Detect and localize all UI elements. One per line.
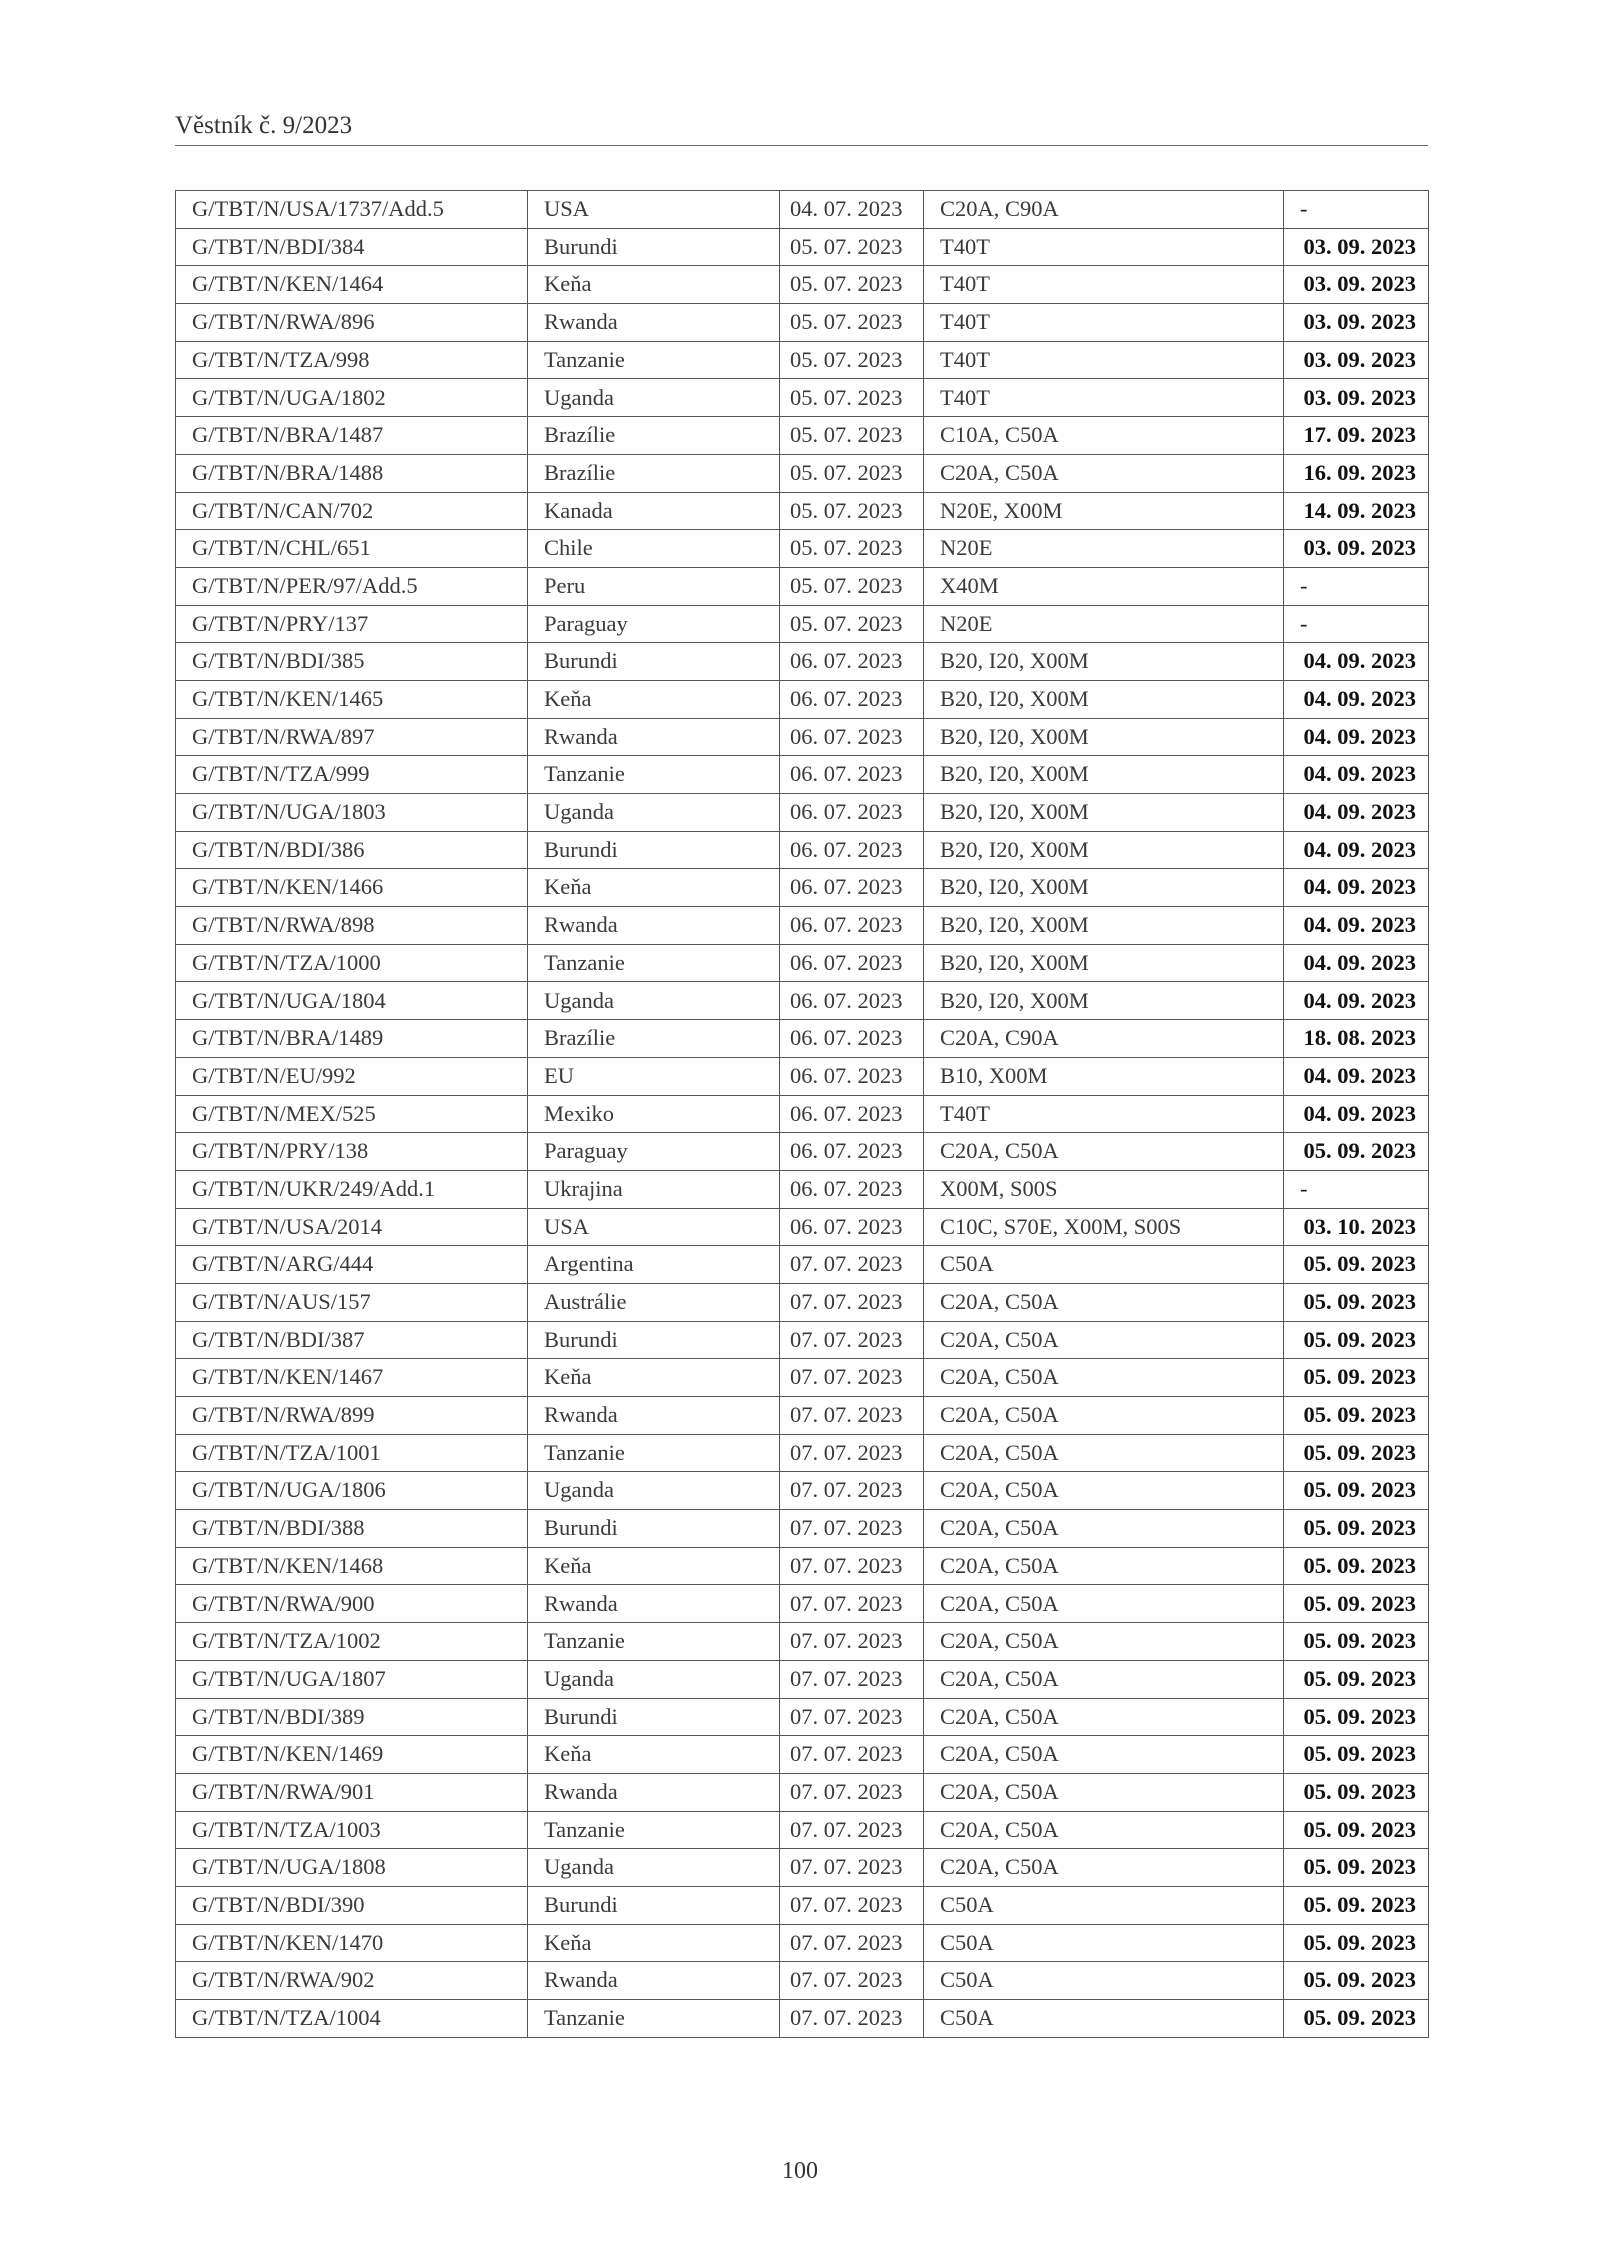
- notification-code-cell: G/TBT/N/UGA/1807: [176, 1660, 528, 1698]
- country-cell: Uganda: [528, 982, 780, 1020]
- table-row: [176, 1283, 1429, 1321]
- ics-code-cell: C20A, C50A: [924, 1698, 1284, 1736]
- deadline-cell: 05. 09. 2023: [1284, 1246, 1429, 1284]
- ics-code-cell: C20A, C50A: [924, 1434, 1284, 1472]
- deadline-cell: 05. 09. 2023: [1284, 1660, 1429, 1698]
- notification-code-cell: G/TBT/N/BDI/387: [176, 1321, 528, 1359]
- table-row: [176, 567, 1429, 605]
- notification-code-cell: G/TBT/N/ARG/444: [176, 1246, 528, 1284]
- table-row: [176, 794, 1429, 832]
- ics-code-cell: C50A: [924, 1886, 1284, 1924]
- date-cell: 06. 07. 2023: [780, 944, 924, 982]
- ics-code-cell: C20A, C50A: [924, 1773, 1284, 1811]
- deadline-cell: 17. 09. 2023: [1284, 417, 1429, 455]
- deadline-cell: 04. 09. 2023: [1284, 794, 1429, 832]
- deadline-cell: 03. 10. 2023: [1284, 1208, 1429, 1246]
- country-cell: Mexiko: [528, 1095, 780, 1133]
- deadline-cell: 05. 09. 2023: [1284, 1585, 1429, 1623]
- table-row: [176, 1057, 1429, 1095]
- ics-code-cell: N20E: [924, 605, 1284, 643]
- country-cell: EU: [528, 1057, 780, 1095]
- date-cell: 05. 07. 2023: [780, 530, 924, 568]
- page-number: 100: [782, 2158, 818, 2184]
- country-cell: Uganda: [528, 1849, 780, 1887]
- deadline-cell: 04. 09. 2023: [1284, 907, 1429, 945]
- ics-code-cell: N20E, X00M: [924, 492, 1284, 530]
- notification-code-cell: G/TBT/N/EU/992: [176, 1057, 528, 1095]
- table-row: [176, 1585, 1429, 1623]
- deadline-cell: 05. 09. 2023: [1284, 1397, 1429, 1435]
- date-cell: 06. 07. 2023: [780, 907, 924, 945]
- notification-code-cell: G/TBT/N/BDI/384: [176, 228, 528, 266]
- notification-code-cell: G/TBT/N/TZA/1003: [176, 1811, 528, 1849]
- date-cell: 05. 07. 2023: [780, 417, 924, 455]
- country-cell: Rwanda: [528, 304, 780, 342]
- notification-code-cell: G/TBT/N/RWA/896: [176, 304, 528, 342]
- table-row: [176, 1321, 1429, 1359]
- notification-code-cell: G/TBT/N/PRY/137: [176, 605, 528, 643]
- country-cell: Brazílie: [528, 454, 780, 492]
- country-cell: Uganda: [528, 1660, 780, 1698]
- deadline-cell: -: [1284, 191, 1429, 229]
- notifications-table-body: [176, 191, 1429, 2038]
- deadline-cell: 04. 09. 2023: [1284, 831, 1429, 869]
- notification-code-cell: G/TBT/N/BDI/388: [176, 1510, 528, 1548]
- date-cell: 06. 07. 2023: [780, 756, 924, 794]
- country-cell: Peru: [528, 567, 780, 605]
- notification-code-cell: G/TBT/N/PRY/138: [176, 1133, 528, 1171]
- country-cell: Tanzanie: [528, 1811, 780, 1849]
- table-row: [176, 982, 1429, 1020]
- deadline-cell: 04. 09. 2023: [1284, 718, 1429, 756]
- ics-code-cell: N20E: [924, 530, 1284, 568]
- ics-code-cell: C20A, C50A: [924, 454, 1284, 492]
- table-row: [176, 1359, 1429, 1397]
- notification-code-cell: G/TBT/N/KEN/1464: [176, 266, 528, 304]
- notification-code-cell: G/TBT/N/BRA/1489: [176, 1020, 528, 1058]
- date-cell: 07. 07. 2023: [780, 1434, 924, 1472]
- ics-code-cell: C10A, C50A: [924, 417, 1284, 455]
- ics-code-cell: B20, I20, X00M: [924, 831, 1284, 869]
- ics-code-cell: B20, I20, X00M: [924, 718, 1284, 756]
- country-cell: Keňa: [528, 680, 780, 718]
- table-row: [176, 304, 1429, 342]
- country-cell: Tanzanie: [528, 341, 780, 379]
- notification-code-cell: G/TBT/N/RWA/902: [176, 1962, 528, 2000]
- country-cell: Brazílie: [528, 417, 780, 455]
- table-row: [176, 379, 1429, 417]
- notification-code-cell: G/TBT/N/BDI/386: [176, 831, 528, 869]
- table-row: [176, 643, 1429, 681]
- table-row: [176, 266, 1429, 304]
- deadline-cell: -: [1284, 1170, 1429, 1208]
- table-row: [176, 680, 1429, 718]
- date-cell: 07. 07. 2023: [780, 1283, 924, 1321]
- header-divider: [175, 145, 1428, 146]
- notification-code-cell: G/TBT/N/TZA/1001: [176, 1434, 528, 1472]
- table-row: [176, 1397, 1429, 1435]
- ics-code-cell: C20A, C50A: [924, 1283, 1284, 1321]
- country-cell: Uganda: [528, 794, 780, 832]
- ics-code-cell: B20, I20, X00M: [924, 756, 1284, 794]
- date-cell: 07. 07. 2023: [780, 1397, 924, 1435]
- country-cell: Rwanda: [528, 1585, 780, 1623]
- country-cell: Tanzanie: [528, 756, 780, 794]
- date-cell: 05. 07. 2023: [780, 492, 924, 530]
- notification-code-cell: G/TBT/N/CAN/702: [176, 492, 528, 530]
- country-cell: Paraguay: [528, 1133, 780, 1171]
- deadline-cell: 04. 09. 2023: [1284, 944, 1429, 982]
- deadline-cell: 03. 09. 2023: [1284, 341, 1429, 379]
- deadline-cell: 03. 09. 2023: [1284, 228, 1429, 266]
- date-cell: 05. 07. 2023: [780, 605, 924, 643]
- table-row: [176, 1472, 1429, 1510]
- date-cell: 06. 07. 2023: [780, 718, 924, 756]
- table-row: [176, 1095, 1429, 1133]
- table-row: [176, 1736, 1429, 1774]
- ics-code-cell: C20A, C50A: [924, 1359, 1284, 1397]
- ics-code-cell: T40T: [924, 341, 1284, 379]
- date-cell: 07. 07. 2023: [780, 1623, 924, 1661]
- notification-code-cell: G/TBT/N/USA/2014: [176, 1208, 528, 1246]
- ics-code-cell: C10C, S70E, X00M, S00S: [924, 1208, 1284, 1246]
- ics-code-cell: C20A, C90A: [924, 191, 1284, 229]
- notification-code-cell: G/TBT/N/AUS/157: [176, 1283, 528, 1321]
- notification-code-cell: G/TBT/N/UGA/1803: [176, 794, 528, 832]
- date-cell: 07. 07. 2023: [780, 1773, 924, 1811]
- deadline-cell: 03. 09. 2023: [1284, 304, 1429, 342]
- country-cell: Ukrajina: [528, 1170, 780, 1208]
- notification-code-cell: G/TBT/N/TZA/999: [176, 756, 528, 794]
- date-cell: 06. 07. 2023: [780, 680, 924, 718]
- deadline-cell: 04. 09. 2023: [1284, 982, 1429, 1020]
- country-cell: Keňa: [528, 1924, 780, 1962]
- deadline-cell: 05. 09. 2023: [1284, 1773, 1429, 1811]
- date-cell: 06. 07. 2023: [780, 643, 924, 681]
- date-cell: 04. 07. 2023: [780, 191, 924, 229]
- deadline-cell: 04. 09. 2023: [1284, 869, 1429, 907]
- deadline-cell: 18. 08. 2023: [1284, 1020, 1429, 1058]
- notification-code-cell: G/TBT/N/TZA/1002: [176, 1623, 528, 1661]
- date-cell: 07. 07. 2023: [780, 1811, 924, 1849]
- deadline-cell: 05. 09. 2023: [1284, 1283, 1429, 1321]
- table-row: [176, 831, 1429, 869]
- date-cell: 06. 07. 2023: [780, 831, 924, 869]
- country-cell: Burundi: [528, 643, 780, 681]
- notification-code-cell: G/TBT/N/RWA/901: [176, 1773, 528, 1811]
- deadline-cell: 05. 09. 2023: [1284, 1472, 1429, 1510]
- date-cell: 06. 07. 2023: [780, 982, 924, 1020]
- ics-code-cell: C20A, C50A: [924, 1849, 1284, 1887]
- ics-code-cell: T40T: [924, 379, 1284, 417]
- date-cell: 06. 07. 2023: [780, 1170, 924, 1208]
- deadline-cell: 16. 09. 2023: [1284, 454, 1429, 492]
- date-cell: 05. 07. 2023: [780, 304, 924, 342]
- ics-code-cell: C50A: [924, 1962, 1284, 2000]
- country-cell: Tanzanie: [528, 944, 780, 982]
- country-cell: Keňa: [528, 1359, 780, 1397]
- country-cell: Uganda: [528, 379, 780, 417]
- date-cell: 07. 07. 2023: [780, 2000, 924, 2038]
- country-cell: Rwanda: [528, 1773, 780, 1811]
- country-cell: Rwanda: [528, 907, 780, 945]
- deadline-cell: 05. 09. 2023: [1284, 2000, 1429, 2038]
- deadline-cell: 05. 09. 2023: [1284, 1886, 1429, 1924]
- deadline-cell: 05. 09. 2023: [1284, 1849, 1429, 1887]
- country-cell: Chile: [528, 530, 780, 568]
- country-cell: USA: [528, 1208, 780, 1246]
- deadline-cell: 05. 09. 2023: [1284, 1434, 1429, 1472]
- ics-code-cell: C20A, C50A: [924, 1397, 1284, 1435]
- deadline-cell: 03. 09. 2023: [1284, 379, 1429, 417]
- table-row: [176, 228, 1429, 266]
- deadline-cell: 05. 09. 2023: [1284, 1623, 1429, 1661]
- table-row: [176, 454, 1429, 492]
- notification-code-cell: G/TBT/N/RWA/897: [176, 718, 528, 756]
- ics-code-cell: C50A: [924, 1246, 1284, 1284]
- country-cell: Burundi: [528, 1510, 780, 1548]
- notification-code-cell: G/TBT/N/UGA/1804: [176, 982, 528, 1020]
- notification-code-cell: G/TBT/N/UGA/1806: [176, 1472, 528, 1510]
- deadline-cell: 04. 09. 2023: [1284, 680, 1429, 718]
- table-row: [176, 1208, 1429, 1246]
- table-row: [176, 1133, 1429, 1171]
- country-cell: Paraguay: [528, 605, 780, 643]
- ics-code-cell: T40T: [924, 266, 1284, 304]
- ics-code-cell: B20, I20, X00M: [924, 907, 1284, 945]
- ics-code-cell: T40T: [924, 304, 1284, 342]
- notification-code-cell: G/TBT/N/KEN/1465: [176, 680, 528, 718]
- ics-code-cell: X40M: [924, 567, 1284, 605]
- notification-code-cell: G/TBT/N/RWA/899: [176, 1397, 528, 1435]
- table-row: [176, 1698, 1429, 1736]
- date-cell: 05. 07. 2023: [780, 266, 924, 304]
- table-row: [176, 1434, 1429, 1472]
- date-cell: 05. 07. 2023: [780, 454, 924, 492]
- ics-code-cell: C20A, C50A: [924, 1321, 1284, 1359]
- country-cell: Uganda: [528, 1472, 780, 1510]
- table-row: [176, 417, 1429, 455]
- date-cell: 07. 07. 2023: [780, 1246, 924, 1284]
- notification-code-cell: G/TBT/N/MEX/525: [176, 1095, 528, 1133]
- ics-code-cell: C20A, C50A: [924, 1510, 1284, 1548]
- date-cell: 07. 07. 2023: [780, 1962, 924, 2000]
- date-cell: 07. 07. 2023: [780, 1660, 924, 1698]
- notification-code-cell: G/TBT/N/TZA/1000: [176, 944, 528, 982]
- date-cell: 05. 07. 2023: [780, 228, 924, 266]
- notification-code-cell: G/TBT/N/KEN/1466: [176, 869, 528, 907]
- notification-code-cell: G/TBT/N/UKR/249/Add.1: [176, 1170, 528, 1208]
- table-row: [176, 944, 1429, 982]
- table-row: [176, 1924, 1429, 1962]
- table-row: [176, 1547, 1429, 1585]
- deadline-cell: 04. 09. 2023: [1284, 643, 1429, 681]
- country-cell: Keňa: [528, 266, 780, 304]
- country-cell: Argentina: [528, 1246, 780, 1284]
- date-cell: 07. 07. 2023: [780, 1736, 924, 1774]
- date-cell: 07. 07. 2023: [780, 1698, 924, 1736]
- ics-code-cell: C20A, C50A: [924, 1585, 1284, 1623]
- country-cell: Burundi: [528, 228, 780, 266]
- date-cell: 06. 07. 2023: [780, 1095, 924, 1133]
- date-cell: 06. 07. 2023: [780, 1057, 924, 1095]
- notification-code-cell: G/TBT/N/RWA/900: [176, 1585, 528, 1623]
- ics-code-cell: C20A, C50A: [924, 1133, 1284, 1171]
- country-cell: Tanzanie: [528, 1623, 780, 1661]
- ics-code-cell: C20A, C90A: [924, 1020, 1284, 1058]
- ics-code-cell: C50A: [924, 2000, 1284, 2038]
- table-row: [176, 1170, 1429, 1208]
- notification-code-cell: G/TBT/N/BRA/1488: [176, 454, 528, 492]
- ics-code-cell: X00M, S00S: [924, 1170, 1284, 1208]
- country-cell: USA: [528, 191, 780, 229]
- country-cell: Brazílie: [528, 1020, 780, 1058]
- table-row: [176, 756, 1429, 794]
- country-cell: Rwanda: [528, 718, 780, 756]
- ics-code-cell: C20A, C50A: [924, 1660, 1284, 1698]
- country-cell: Rwanda: [528, 1397, 780, 1435]
- notification-code-cell: G/TBT/N/UGA/1808: [176, 1849, 528, 1887]
- deadline-cell: 05. 09. 2023: [1284, 1547, 1429, 1585]
- deadline-cell: 04. 09. 2023: [1284, 1095, 1429, 1133]
- table-row: [176, 2000, 1429, 2038]
- table-row: [176, 1962, 1429, 2000]
- country-cell: Keňa: [528, 1547, 780, 1585]
- date-cell: 07. 07. 2023: [780, 1924, 924, 1962]
- deadline-cell: 05. 09. 2023: [1284, 1811, 1429, 1849]
- table-row: [176, 1849, 1429, 1887]
- date-cell: 07. 07. 2023: [780, 1585, 924, 1623]
- country-cell: Austrálie: [528, 1283, 780, 1321]
- table-row: [176, 1246, 1429, 1284]
- notification-code-cell: G/TBT/N/KEN/1470: [176, 1924, 528, 1962]
- table-row: [176, 1660, 1429, 1698]
- date-cell: 07. 07. 2023: [780, 1472, 924, 1510]
- notification-code-cell: G/TBT/N/RWA/898: [176, 907, 528, 945]
- table-row: [176, 1623, 1429, 1661]
- table-row: [176, 869, 1429, 907]
- notification-code-cell: G/TBT/N/KEN/1467: [176, 1359, 528, 1397]
- deadline-cell: 05. 09. 2023: [1284, 1359, 1429, 1397]
- date-cell: 05. 07. 2023: [780, 567, 924, 605]
- notification-code-cell: G/TBT/N/TZA/998: [176, 341, 528, 379]
- ics-code-cell: C50A: [924, 1924, 1284, 1962]
- table-row: [176, 191, 1429, 229]
- ics-code-cell: B10, X00M: [924, 1057, 1284, 1095]
- country-cell: Burundi: [528, 831, 780, 869]
- table-row: [176, 718, 1429, 756]
- date-cell: 06. 07. 2023: [780, 1133, 924, 1171]
- ics-code-cell: T40T: [924, 228, 1284, 266]
- notification-code-cell: G/TBT/N/BDI/389: [176, 1698, 528, 1736]
- date-cell: 06. 07. 2023: [780, 1020, 924, 1058]
- notification-code-cell: G/TBT/N/BDI/390: [176, 1886, 528, 1924]
- country-cell: Burundi: [528, 1886, 780, 1924]
- deadline-cell: 05. 09. 2023: [1284, 1321, 1429, 1359]
- notification-code-cell: G/TBT/N/USA/1737/Add.5: [176, 191, 528, 229]
- deadline-cell: 05. 09. 2023: [1284, 1133, 1429, 1171]
- date-cell: 05. 07. 2023: [780, 379, 924, 417]
- deadline-cell: -: [1284, 567, 1429, 605]
- deadline-cell: 14. 09. 2023: [1284, 492, 1429, 530]
- table-row: [176, 492, 1429, 530]
- ics-code-cell: C20A, C50A: [924, 1472, 1284, 1510]
- country-cell: Keňa: [528, 869, 780, 907]
- notification-code-cell: G/TBT/N/KEN/1468: [176, 1547, 528, 1585]
- deadline-cell: -: [1284, 605, 1429, 643]
- deadline-cell: 03. 09. 2023: [1284, 530, 1429, 568]
- deadline-cell: 05. 09. 2023: [1284, 1962, 1429, 2000]
- date-cell: 06. 07. 2023: [780, 869, 924, 907]
- table-row: [176, 341, 1429, 379]
- country-cell: Keňa: [528, 1736, 780, 1774]
- deadline-cell: 05. 09. 2023: [1284, 1736, 1429, 1774]
- date-cell: 05. 07. 2023: [780, 341, 924, 379]
- table-row: [176, 1811, 1429, 1849]
- ics-code-cell: B20, I20, X00M: [924, 794, 1284, 832]
- table-row: [176, 605, 1429, 643]
- date-cell: 07. 07. 2023: [780, 1321, 924, 1359]
- notification-code-cell: G/TBT/N/BDI/385: [176, 643, 528, 681]
- notification-code-cell: G/TBT/N/TZA/1004: [176, 2000, 528, 2038]
- notification-code-cell: G/TBT/N/UGA/1802: [176, 379, 528, 417]
- notification-code-cell: G/TBT/N/BRA/1487: [176, 417, 528, 455]
- notifications-table: [175, 190, 1429, 2038]
- table-row: [176, 1773, 1429, 1811]
- table-row: [176, 907, 1429, 945]
- deadline-cell: 04. 09. 2023: [1284, 756, 1429, 794]
- date-cell: 07. 07. 2023: [780, 1886, 924, 1924]
- deadline-cell: 03. 09. 2023: [1284, 266, 1429, 304]
- date-cell: 07. 07. 2023: [780, 1359, 924, 1397]
- ics-code-cell: B20, I20, X00M: [924, 982, 1284, 1020]
- country-cell: Tanzanie: [528, 2000, 780, 2038]
- ics-code-cell: C20A, C50A: [924, 1547, 1284, 1585]
- country-cell: Rwanda: [528, 1962, 780, 2000]
- date-cell: 07. 07. 2023: [780, 1849, 924, 1887]
- ics-code-cell: T40T: [924, 1095, 1284, 1133]
- country-cell: Burundi: [528, 1698, 780, 1736]
- table-row: [176, 530, 1429, 568]
- country-cell: Kanada: [528, 492, 780, 530]
- country-cell: Tanzanie: [528, 1434, 780, 1472]
- date-cell: 07. 07. 2023: [780, 1510, 924, 1548]
- ics-code-cell: C20A, C50A: [924, 1811, 1284, 1849]
- deadline-cell: 04. 09. 2023: [1284, 1057, 1429, 1095]
- country-cell: Burundi: [528, 1321, 780, 1359]
- ics-code-cell: B20, I20, X00M: [924, 643, 1284, 681]
- table-row: [176, 1886, 1429, 1924]
- ics-code-cell: B20, I20, X00M: [924, 944, 1284, 982]
- date-cell: 06. 07. 2023: [780, 1208, 924, 1246]
- ics-code-cell: B20, I20, X00M: [924, 869, 1284, 907]
- notification-code-cell: G/TBT/N/CHL/651: [176, 530, 528, 568]
- table-row: [176, 1510, 1429, 1548]
- notification-code-cell: G/TBT/N/KEN/1469: [176, 1736, 528, 1774]
- ics-code-cell: C20A, C50A: [924, 1623, 1284, 1661]
- table-row: [176, 1020, 1429, 1058]
- ics-code-cell: C20A, C50A: [924, 1736, 1284, 1774]
- deadline-cell: 05. 09. 2023: [1284, 1510, 1429, 1548]
- deadline-cell: 05. 09. 2023: [1284, 1924, 1429, 1962]
- page-header-title: Věstník č. 9/2023: [175, 112, 353, 139]
- date-cell: 07. 07. 2023: [780, 1547, 924, 1585]
- ics-code-cell: B20, I20, X00M: [924, 680, 1284, 718]
- date-cell: 06. 07. 2023: [780, 794, 924, 832]
- notification-code-cell: G/TBT/N/PER/97/Add.5: [176, 567, 528, 605]
- deadline-cell: 05. 09. 2023: [1284, 1698, 1429, 1736]
